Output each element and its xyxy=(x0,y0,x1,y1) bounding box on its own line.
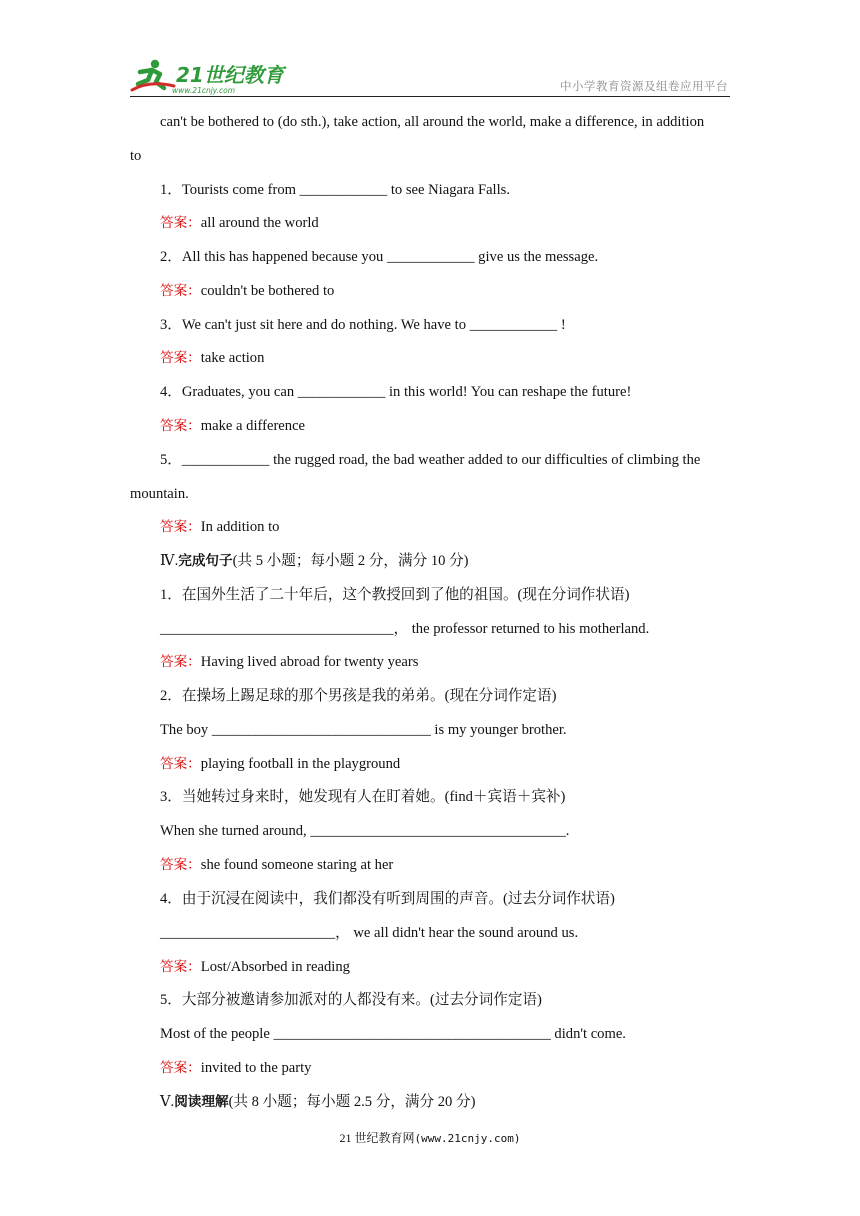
question-cn: 4．由于沉浸在阅读中，我们都没有听到周围的声音。(过去分词作状语) xyxy=(160,891,615,907)
answer-label: 答案： xyxy=(160,283,201,299)
question-cn: 5．大部分被邀请参加派对的人都没有来。(过去分词作定语) xyxy=(160,992,542,1008)
answer-line xyxy=(160,282,334,300)
answer-label: 答案： xyxy=(160,857,201,873)
question-en: Most of the people ______________________________________ didn't come. xyxy=(160,1026,626,1042)
section-heading xyxy=(160,1093,475,1111)
word-bank-line: to xyxy=(130,148,142,164)
footer-text: 21 世纪教育网 xyxy=(339,1131,415,1145)
answer-text: take action xyxy=(200,350,265,366)
answer-line xyxy=(160,856,393,874)
question-en: When she turned around, ___________________________________. xyxy=(160,823,570,839)
runner-icon xyxy=(132,60,174,90)
question-text: 2．All this has happened because you ____________ give us the message. xyxy=(160,249,599,265)
answer-label: 答案： xyxy=(160,350,201,366)
question-text: 3．We can't just sit here and do nothing. We have to ____________ ! xyxy=(160,317,566,333)
question-text: 4．Graduates, you can ____________ in this world! You can reshape the future! xyxy=(160,384,632,400)
question-en: ________________________________， the professor returned to his motherland. xyxy=(160,621,650,637)
answer-text: all around the world xyxy=(200,215,319,231)
section-roman: Ⅳ. xyxy=(160,553,179,569)
header-tagline: 中小学教育资源及组卷应用平台 xyxy=(560,79,728,93)
footer-url: (www.21cnjy.com) xyxy=(414,1132,521,1145)
answer-line xyxy=(160,653,418,671)
question-en: ________________________， we all didn't hear the sound around us. xyxy=(160,925,579,941)
answer-label: 答案： xyxy=(160,959,201,975)
answer-line xyxy=(160,1059,311,1077)
answer-line xyxy=(160,349,264,367)
word-bank-line: can't be bothered to (do sth.), take action, all around the world, make a difference, in addition xyxy=(160,114,705,130)
section-title: 完成句子 xyxy=(178,553,233,569)
answer-text: Lost/Absorbed in reading xyxy=(200,959,350,975)
question-text: 1．Tourists come from ____________ to see Niagara Falls. xyxy=(160,182,510,198)
answer-label: 答案： xyxy=(160,215,201,231)
logo-21cnjy xyxy=(130,56,290,96)
answer-line xyxy=(160,518,279,536)
question-cn: 2．在操场上踢足球的那个男孩是我的弟弟。(现在分词作定语) xyxy=(160,688,557,704)
section-heading xyxy=(160,552,469,570)
page-footer xyxy=(0,1129,860,1146)
question-en: The boy ______________________________ is my younger brother. xyxy=(160,722,567,738)
answer-label: 答案： xyxy=(160,654,201,670)
question-cn: 1．在国外生活了二十年后，这个教授回到了他的祖国。(现在分词作状语) xyxy=(160,587,630,603)
page-header xyxy=(130,56,730,96)
answer-line xyxy=(160,417,305,435)
section-roman: Ⅴ. xyxy=(160,1094,175,1110)
answer-line xyxy=(160,755,400,773)
question-cn: 3．当她转过身来时，她发现有人在盯着她。(find＋宾语＋宾补) xyxy=(160,789,566,805)
question-text-cont: mountain. xyxy=(130,486,189,502)
section-title: 阅读理解 xyxy=(174,1094,229,1110)
answer-label: 答案： xyxy=(160,756,201,772)
logo-url: www.21cnjy.com xyxy=(172,86,236,95)
header-divider xyxy=(130,96,730,97)
logo-title: 21世纪教育 xyxy=(176,63,284,87)
answer-text: couldn't be bothered to xyxy=(200,283,335,299)
section-info: (共 8 小题；每小题 2.5 分，满分 20 分) xyxy=(228,1094,476,1110)
answer-text: Having lived abroad for twenty years xyxy=(200,654,419,670)
answer-label: 答案： xyxy=(160,519,201,535)
answer-text: invited to the party xyxy=(200,1060,312,1076)
answer-text: playing football in the playground xyxy=(200,756,401,772)
question-text: 5．____________ the rugged road, the bad weather added to our difficulties of climbing the xyxy=(160,452,701,468)
answer-line xyxy=(160,214,319,232)
answer-label: 答案： xyxy=(160,418,201,434)
answer-text: make a difference xyxy=(200,418,306,434)
answer-text: she found someone staring at her xyxy=(200,857,394,873)
answer-text: In addition to xyxy=(200,519,280,535)
section-info: (共 5 小题；每小题 2 分，满分 10 分) xyxy=(232,553,469,569)
answer-label: 答案： xyxy=(160,1060,201,1076)
answer-line xyxy=(160,958,350,976)
